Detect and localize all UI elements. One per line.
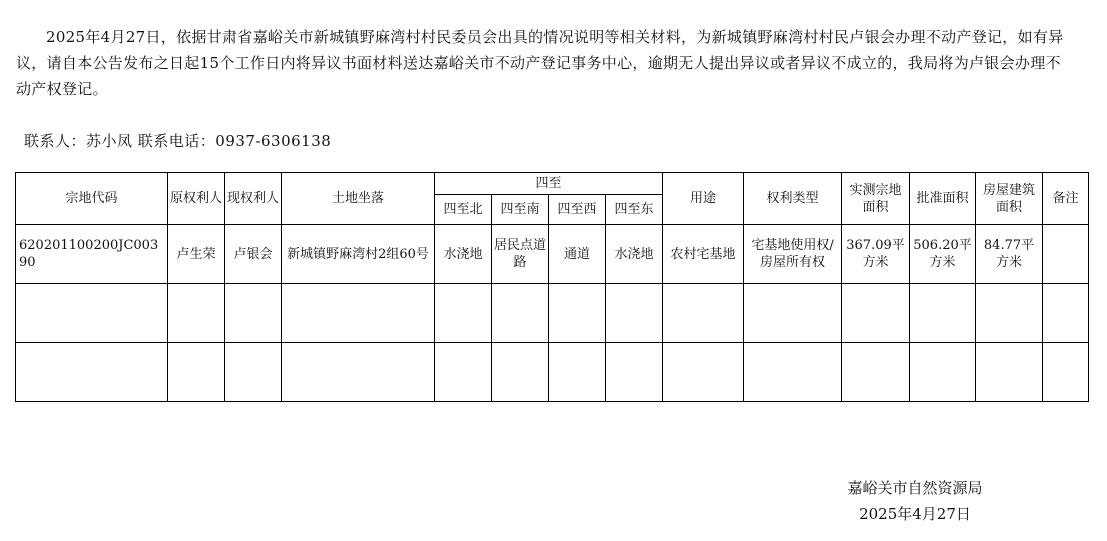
table-row: [16, 225, 1089, 284]
right-type-text: 宅基地使用权/房屋所有权: [751, 238, 834, 270]
registration-table: [15, 172, 1089, 402]
header-boundaries: 四至: [435, 173, 663, 195]
cell-south: 居民点道路: [492, 225, 549, 284]
header-usage: 用途: [663, 173, 744, 225]
header-building-area: 房屋建筑面积: [976, 173, 1043, 225]
header-right-type: 权利类型: [744, 173, 842, 225]
contact-line: 联系人：苏小凤 联系电话：0937-6306138: [24, 132, 332, 150]
cell-current-holder: 卢银会: [225, 225, 282, 284]
cell-west: 通道: [549, 225, 606, 284]
cell-remarks: [1043, 225, 1089, 284]
header-north: 四至北: [435, 195, 492, 225]
cell-east: 水浇地: [606, 225, 663, 284]
notice-paragraph: 2025年4月27日，依据甘肃省嘉峪关市新城镇野麻湾村村民委员会出具的情况说明等相关材料，为新城镇野麻湾村村民卢银会办理不动产登记，如有异议，请自本公告发布之日起15个工作日内将异议书面材料送达嘉峪关市不动产登记事务中心，逾期无人提出异议或者异议不成立的，我局将为卢银会办理不动产权登记。: [16, 28, 1064, 98]
header-location: 土地坐落: [282, 173, 435, 225]
header-east: 四至东: [606, 195, 663, 225]
cell-original-holder: 卢生荣: [168, 225, 225, 284]
cell-approved-area: 506.20平方米: [910, 225, 976, 284]
issuing-authority: 嘉峪关市自然资源局: [847, 479, 983, 497]
header-south: 四至南: [492, 195, 549, 225]
table-row-empty: [16, 343, 1089, 402]
cell-building-area: 84.77平方米: [976, 225, 1043, 284]
header-west: 四至西: [549, 195, 606, 225]
header-remarks: 备注: [1043, 173, 1089, 225]
header-current-holder: 现权利人: [225, 173, 282, 225]
cell-usage: 农村宅基地: [663, 225, 744, 284]
signature-block: [820, 475, 1010, 527]
cell-parcel-code: 620201100200JC00390: [16, 225, 168, 284]
header-measured-area: 实测宗地面积: [842, 173, 910, 225]
issue-date: 2025年4月27日: [859, 505, 971, 523]
table-row-empty: [16, 284, 1089, 343]
cell-north: 水浇地: [435, 225, 492, 284]
cell-location: 新城镇野麻湾村2组60号: [282, 225, 435, 284]
header-original-holder: 原权利人: [168, 173, 225, 225]
header-parcel-code: 宗地代码: [16, 173, 168, 225]
header-approved-area: 批准面积: [910, 173, 976, 225]
cell-right-type: [744, 225, 842, 284]
cell-measured-area: 367.09平方米: [842, 225, 910, 284]
